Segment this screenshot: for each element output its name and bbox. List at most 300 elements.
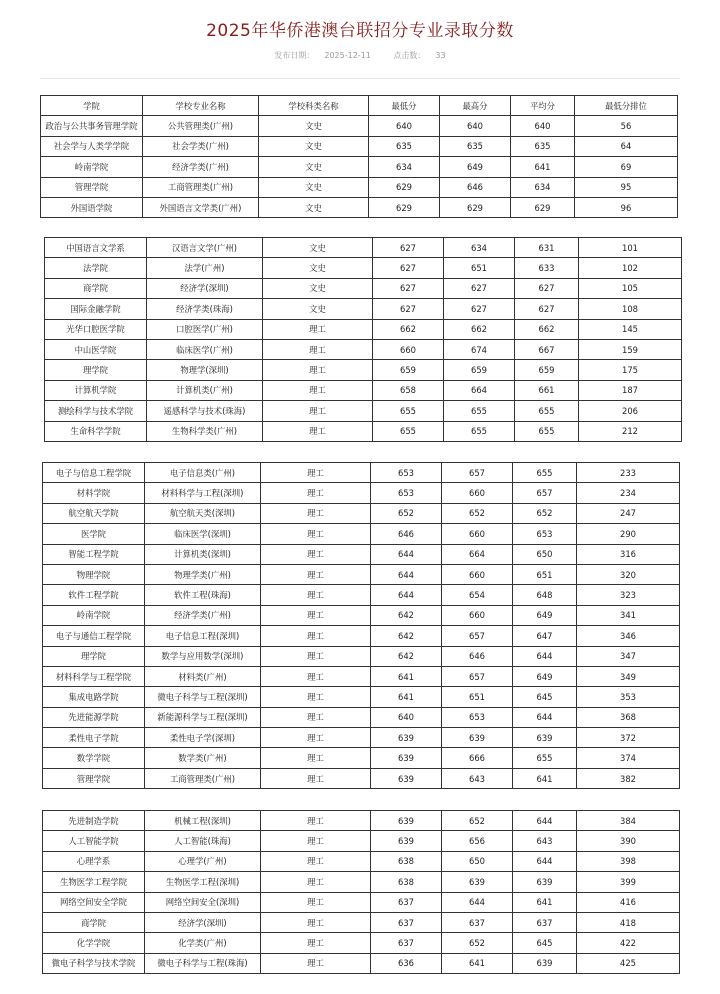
min-rank-cell: 212 <box>579 421 682 441</box>
max-score-cell: 643 <box>442 768 513 788</box>
table-row <box>41 177 678 197</box>
table-row <box>43 605 680 625</box>
table-row <box>43 892 680 912</box>
avg-score-cell: 644 <box>513 811 577 831</box>
college-cell: 商学院 <box>43 912 145 932</box>
major-cell: 网络空间安全(深圳) <box>145 892 261 912</box>
min-score-cell: 636 <box>371 953 442 973</box>
min-score-cell: 639 <box>371 831 442 851</box>
max-score-cell: 627 <box>444 278 515 298</box>
table-row <box>41 157 678 177</box>
table-row <box>43 933 680 953</box>
category-cell: 文史 <box>259 157 369 177</box>
click-count-label: 点击数： <box>393 51 426 60</box>
major-cell: 人工智能(珠海) <box>145 831 261 851</box>
publish-date-label: 发布日期： <box>274 51 315 60</box>
table-row <box>45 258 682 278</box>
category-cell: 理工 <box>263 360 373 380</box>
category-cell: 文史 <box>259 116 369 136</box>
avg-score-cell: 659 <box>515 360 579 380</box>
table-row <box>45 238 682 258</box>
min-rank-cell: 64 <box>575 136 678 156</box>
table-row <box>41 116 678 136</box>
max-score-cell: 657 <box>442 666 513 686</box>
max-score-cell: 653 <box>442 707 513 727</box>
major-cell: 生物医学工程(深圳) <box>145 872 261 892</box>
college-cell: 中山医学院 <box>45 339 147 359</box>
min-rank-cell: 353 <box>577 687 680 707</box>
category-cell: 理工 <box>261 872 371 892</box>
college-cell: 理学院 <box>45 360 147 380</box>
table-row <box>43 646 680 666</box>
category-cell: 理工 <box>261 728 371 748</box>
max-score-cell: 652 <box>442 503 513 523</box>
college-cell: 中国语言文学系 <box>45 238 147 258</box>
college-cell: 岭南学院 <box>43 605 145 625</box>
min-score-cell: 629 <box>369 177 440 197</box>
avg-score-cell: 633 <box>515 258 579 278</box>
max-score-cell: 652 <box>442 811 513 831</box>
min-score-cell: 639 <box>371 748 442 768</box>
min-score-cell: 639 <box>371 768 442 788</box>
max-score-cell: 635 <box>440 136 511 156</box>
min-rank-cell: 320 <box>577 564 680 584</box>
table-row <box>45 380 682 400</box>
table-row <box>45 319 682 339</box>
college-cell: 先进能源学院 <box>43 707 145 727</box>
max-score-cell: 655 <box>444 401 515 421</box>
major-cell: 公共管理类(广州) <box>143 116 259 136</box>
table-row <box>43 707 680 727</box>
max-score-cell: 651 <box>442 687 513 707</box>
major-cell: 电子信息工程(深圳) <box>145 626 261 646</box>
category-cell: 理工 <box>263 421 373 441</box>
table-row <box>43 912 680 932</box>
college-cell: 柔性电子学院 <box>43 728 145 748</box>
score-table-segment-3 <box>42 462 680 789</box>
table-row <box>41 197 678 217</box>
category-cell: 理工 <box>261 851 371 871</box>
avg-score-cell: 655 <box>513 463 577 483</box>
title-divider <box>40 78 680 79</box>
major-cell: 材料类(广州) <box>145 666 261 686</box>
major-cell: 柔性电子学(深圳) <box>145 728 261 748</box>
avg-score-cell: 634 <box>511 177 575 197</box>
avg-score-cell: 639 <box>513 872 577 892</box>
max-score-cell: 637 <box>442 912 513 932</box>
major-cell: 工商管理类(广州) <box>143 177 259 197</box>
category-cell: 理工 <box>261 626 371 646</box>
min-rank-cell: 398 <box>577 851 680 871</box>
table-row <box>43 585 680 605</box>
avg-score-cell: 644 <box>513 707 577 727</box>
table-row <box>43 872 680 892</box>
table-row <box>43 953 680 973</box>
max-score-cell: 649 <box>440 157 511 177</box>
major-cell: 外国语言文学类(广州) <box>143 197 259 217</box>
min-rank-cell: 108 <box>579 299 682 319</box>
min-score-cell: 637 <box>371 912 442 932</box>
category-cell: 理工 <box>261 646 371 666</box>
avg-score-cell: 627 <box>515 278 579 298</box>
min-score-cell: 644 <box>371 564 442 584</box>
header-category: 学校科类名称 <box>259 96 369 116</box>
college-cell: 外国语学院 <box>41 197 143 217</box>
min-rank-cell: 234 <box>577 483 680 503</box>
min-rank-cell: 384 <box>577 811 680 831</box>
category-cell: 理工 <box>263 401 373 421</box>
college-cell: 网络空间安全学院 <box>43 892 145 912</box>
max-score-cell: 660 <box>442 483 513 503</box>
min-rank-cell: 382 <box>577 768 680 788</box>
min-rank-cell: 372 <box>577 728 680 748</box>
category-cell: 理工 <box>263 380 373 400</box>
college-cell: 岭南学院 <box>41 157 143 177</box>
category-cell: 理工 <box>261 707 371 727</box>
college-cell: 计算机学院 <box>45 380 147 400</box>
major-cell: 数学与应用数学(深圳) <box>145 646 261 666</box>
major-cell: 口腔医学(广州) <box>147 319 263 339</box>
score-table-segment-1 <box>40 95 678 218</box>
table-row <box>45 339 682 359</box>
avg-score-cell: 641 <box>513 768 577 788</box>
min-score-cell: 638 <box>371 851 442 871</box>
avg-score-cell: 655 <box>515 401 579 421</box>
category-cell: 文史 <box>263 278 373 298</box>
min-rank-cell: 247 <box>577 503 680 523</box>
min-rank-cell: 187 <box>579 380 682 400</box>
avg-score-cell: 635 <box>511 136 575 156</box>
table-row <box>43 831 680 851</box>
min-score-cell: 644 <box>371 544 442 564</box>
major-cell: 新能源科学与工程(深圳) <box>145 707 261 727</box>
avg-score-cell: 641 <box>513 892 577 912</box>
table-row <box>43 463 680 483</box>
avg-score-cell: 649 <box>513 666 577 686</box>
college-cell: 心理学系 <box>43 851 145 871</box>
avg-score-cell: 639 <box>513 728 577 748</box>
avg-score-cell: 655 <box>513 748 577 768</box>
college-cell: 光华口腔医学院 <box>45 319 147 339</box>
min-score-cell: 662 <box>373 319 444 339</box>
major-cell: 微电子科学与工程(深圳) <box>145 687 261 707</box>
min-rank-cell: 56 <box>575 116 678 136</box>
max-score-cell: 666 <box>442 748 513 768</box>
min-rank-cell: 323 <box>577 585 680 605</box>
avg-score-cell: 640 <box>511 116 575 136</box>
avg-score-cell: 639 <box>513 953 577 973</box>
min-score-cell: 637 <box>371 892 442 912</box>
college-cell: 管理学院 <box>43 768 145 788</box>
major-cell: 经济学(深圳) <box>145 912 261 932</box>
category-cell: 理工 <box>261 585 371 605</box>
avg-score-cell: 637 <box>513 912 577 932</box>
min-score-cell: 653 <box>371 483 442 503</box>
score-table-segment-4 <box>42 810 680 974</box>
category-cell: 文史 <box>263 299 373 319</box>
max-score-cell: 646 <box>442 646 513 666</box>
avg-score-cell: 649 <box>513 605 577 625</box>
max-score-cell: 651 <box>444 258 515 278</box>
min-score-cell: 641 <box>371 687 442 707</box>
college-cell: 先进制造学院 <box>43 811 145 831</box>
avg-score-cell: 629 <box>511 197 575 217</box>
major-cell: 数学类(广州) <box>145 748 261 768</box>
min-rank-cell: 349 <box>577 666 680 686</box>
college-cell: 智能工程学院 <box>43 544 145 564</box>
min-score-cell: 644 <box>371 585 442 605</box>
max-score-cell: 659 <box>444 360 515 380</box>
category-cell: 文史 <box>263 238 373 258</box>
major-cell: 生物科学类(广州) <box>147 421 263 441</box>
max-score-cell: 639 <box>442 872 513 892</box>
min-score-cell: 627 <box>373 238 444 258</box>
category-cell: 理工 <box>261 463 371 483</box>
max-score-cell: 657 <box>442 626 513 646</box>
avg-score-cell: 653 <box>513 524 577 544</box>
max-score-cell: 641 <box>442 953 513 973</box>
min-score-cell: 640 <box>371 707 442 727</box>
table-row <box>45 401 682 421</box>
max-score-cell: 634 <box>444 238 515 258</box>
avg-score-cell: 645 <box>513 687 577 707</box>
min-rank-cell: 102 <box>579 258 682 278</box>
table-row <box>43 768 680 788</box>
category-cell: 理工 <box>261 687 371 707</box>
min-rank-cell: 69 <box>575 157 678 177</box>
min-rank-cell: 145 <box>579 319 682 339</box>
major-cell: 临床医学(深圳) <box>145 524 261 544</box>
major-cell: 微电子科学与工程(珠海) <box>145 953 261 973</box>
max-score-cell: 660 <box>442 564 513 584</box>
min-rank-cell: 233 <box>577 463 680 483</box>
min-score-cell: 627 <box>373 278 444 298</box>
min-score-cell: 660 <box>373 339 444 359</box>
table-row <box>43 564 680 584</box>
avg-score-cell: 627 <box>515 299 579 319</box>
major-cell: 临床医学(广州) <box>147 339 263 359</box>
college-cell: 电子与通信工程学院 <box>43 626 145 646</box>
category-cell: 理工 <box>263 319 373 339</box>
college-cell: 生物医学工程学院 <box>43 872 145 892</box>
min-score-cell: 638 <box>371 872 442 892</box>
avg-score-cell: 661 <box>515 380 579 400</box>
category-cell: 理工 <box>261 953 371 973</box>
major-cell: 材料科学与工程(深圳) <box>145 483 261 503</box>
category-cell: 理工 <box>261 605 371 625</box>
min-rank-cell: 347 <box>577 646 680 666</box>
min-score-cell: 627 <box>373 299 444 319</box>
min-score-cell: 652 <box>371 503 442 523</box>
major-cell: 社会学类(广州) <box>143 136 259 156</box>
table-row <box>43 626 680 646</box>
max-score-cell: 646 <box>440 177 511 197</box>
score-table-segment-2 <box>44 237 682 442</box>
category-cell: 理工 <box>261 933 371 953</box>
min-score-cell: 639 <box>371 728 442 748</box>
min-rank-cell: 422 <box>577 933 680 953</box>
min-score-cell: 658 <box>373 380 444 400</box>
college-cell: 法学院 <box>45 258 147 278</box>
college-cell: 理学院 <box>43 646 145 666</box>
min-rank-cell: 95 <box>575 177 678 197</box>
table-row <box>43 666 680 686</box>
avg-score-cell: 650 <box>513 544 577 564</box>
major-cell: 化学类(广州) <box>145 933 261 953</box>
avg-score-cell: 643 <box>513 831 577 851</box>
max-score-cell: 664 <box>444 380 515 400</box>
table-row <box>43 544 680 564</box>
category-cell: 理工 <box>263 339 373 359</box>
max-score-cell: 664 <box>442 544 513 564</box>
max-score-cell: 660 <box>442 605 513 625</box>
max-score-cell: 639 <box>442 728 513 748</box>
category-cell: 理工 <box>261 748 371 768</box>
min-score-cell: 655 <box>373 421 444 441</box>
header-max-score: 最高分 <box>440 96 511 116</box>
header-min-score: 最低分 <box>369 96 440 116</box>
college-cell: 国际金融学院 <box>45 299 147 319</box>
max-score-cell: 650 <box>442 851 513 871</box>
table-row <box>45 360 682 380</box>
major-cell: 经济学(深圳) <box>147 278 263 298</box>
college-cell: 测绘科学与技术学院 <box>45 401 147 421</box>
table-row <box>43 524 680 544</box>
max-score-cell: 629 <box>440 197 511 217</box>
min-score-cell: 635 <box>369 136 440 156</box>
category-cell: 理工 <box>261 892 371 912</box>
header-min-rank: 最低分排位 <box>575 96 678 116</box>
college-cell: 管理学院 <box>41 177 143 197</box>
min-score-cell: 637 <box>371 933 442 953</box>
table-row <box>43 483 680 503</box>
avg-score-cell: 648 <box>513 585 577 605</box>
major-cell: 经济学类(广州) <box>143 157 259 177</box>
min-score-cell: 655 <box>373 401 444 421</box>
table-row <box>45 421 682 441</box>
major-cell: 计算机类(深圳) <box>145 544 261 564</box>
max-score-cell: 674 <box>444 339 515 359</box>
min-score-cell: 639 <box>371 811 442 831</box>
avg-score-cell: 662 <box>515 319 579 339</box>
table-row <box>45 278 682 298</box>
college-cell: 物理学院 <box>43 564 145 584</box>
college-cell: 化学学院 <box>43 933 145 953</box>
major-cell: 航空航天类(深圳) <box>145 503 261 523</box>
min-score-cell: 641 <box>371 666 442 686</box>
major-cell: 物理学类(广州) <box>145 564 261 584</box>
college-cell: 生命科学学院 <box>45 421 147 441</box>
max-score-cell: 627 <box>444 299 515 319</box>
category-cell: 理工 <box>261 524 371 544</box>
min-score-cell: 646 <box>371 524 442 544</box>
major-cell: 电子信息类(广州) <box>145 463 261 483</box>
major-cell: 经济学类(广州) <box>145 605 261 625</box>
min-rank-cell: 341 <box>577 605 680 625</box>
table-row <box>43 851 680 871</box>
min-rank-cell: 390 <box>577 831 680 851</box>
category-cell: 理工 <box>261 544 371 564</box>
category-cell: 理工 <box>261 811 371 831</box>
college-cell: 集成电路学院 <box>43 687 145 707</box>
click-count-value: 33 <box>435 51 446 60</box>
category-cell: 理工 <box>261 666 371 686</box>
college-cell: 商学院 <box>45 278 147 298</box>
header-avg-score: 平均分 <box>511 96 575 116</box>
major-cell: 软件工程(珠海) <box>145 585 261 605</box>
max-score-cell: 656 <box>442 831 513 851</box>
category-cell: 理工 <box>261 564 371 584</box>
click-count <box>388 51 450 60</box>
category-cell: 文史 <box>259 197 369 217</box>
major-cell: 法学(广州) <box>147 258 263 278</box>
major-cell: 汉语言文学(广州) <box>147 238 263 258</box>
category-cell: 理工 <box>261 831 371 851</box>
avg-score-cell: 645 <box>513 933 577 953</box>
min-score-cell: 642 <box>371 605 442 625</box>
min-rank-cell: 425 <box>577 953 680 973</box>
avg-score-cell: 667 <box>515 339 579 359</box>
college-cell: 社会学与人类学学院 <box>41 136 143 156</box>
min-score-cell: 634 <box>369 157 440 177</box>
college-cell: 软件工程学院 <box>43 585 145 605</box>
major-cell: 机械工程(深圳) <box>145 811 261 831</box>
min-rank-cell: 206 <box>579 401 682 421</box>
min-rank-cell: 316 <box>577 544 680 564</box>
avg-score-cell: 631 <box>515 238 579 258</box>
college-cell: 材料科学与工程学院 <box>43 666 145 686</box>
min-rank-cell: 418 <box>577 912 680 932</box>
avg-score-cell: 652 <box>513 503 577 523</box>
min-score-cell: 659 <box>373 360 444 380</box>
max-score-cell: 652 <box>442 933 513 953</box>
table-row <box>43 748 680 768</box>
table-header-row <box>41 96 678 116</box>
min-score-cell: 629 <box>369 197 440 217</box>
college-cell: 医学院 <box>43 524 145 544</box>
max-score-cell: 662 <box>444 319 515 339</box>
min-rank-cell: 290 <box>577 524 680 544</box>
min-score-cell: 627 <box>373 258 444 278</box>
table-row <box>41 136 678 156</box>
min-score-cell: 640 <box>369 116 440 136</box>
table-row <box>43 811 680 831</box>
college-cell: 电子与信息工程学院 <box>43 463 145 483</box>
major-cell: 遥感科学与技术(珠海) <box>147 401 263 421</box>
college-cell: 数学学院 <box>43 748 145 768</box>
college-cell: 材料学院 <box>43 483 145 503</box>
min-rank-cell: 101 <box>579 238 682 258</box>
header-college: 学院 <box>41 96 143 116</box>
min-rank-cell: 374 <box>577 748 680 768</box>
publish-date-value: 2025-12-11 <box>324 51 371 60</box>
table-row <box>43 728 680 748</box>
major-cell: 工商管理类(广州) <box>145 768 261 788</box>
major-cell: 计算机类(广州) <box>147 380 263 400</box>
max-score-cell: 644 <box>442 892 513 912</box>
avg-score-cell: 647 <box>513 626 577 646</box>
avg-score-cell: 655 <box>515 421 579 441</box>
college-cell: 人工智能学院 <box>43 831 145 851</box>
max-score-cell: 654 <box>442 585 513 605</box>
avg-score-cell: 644 <box>513 851 577 871</box>
max-score-cell: 655 <box>444 421 515 441</box>
avg-score-cell: 644 <box>513 646 577 666</box>
min-rank-cell: 346 <box>577 626 680 646</box>
category-cell: 理工 <box>261 912 371 932</box>
category-cell: 文史 <box>263 258 373 278</box>
major-cell: 经济学类(珠海) <box>147 299 263 319</box>
